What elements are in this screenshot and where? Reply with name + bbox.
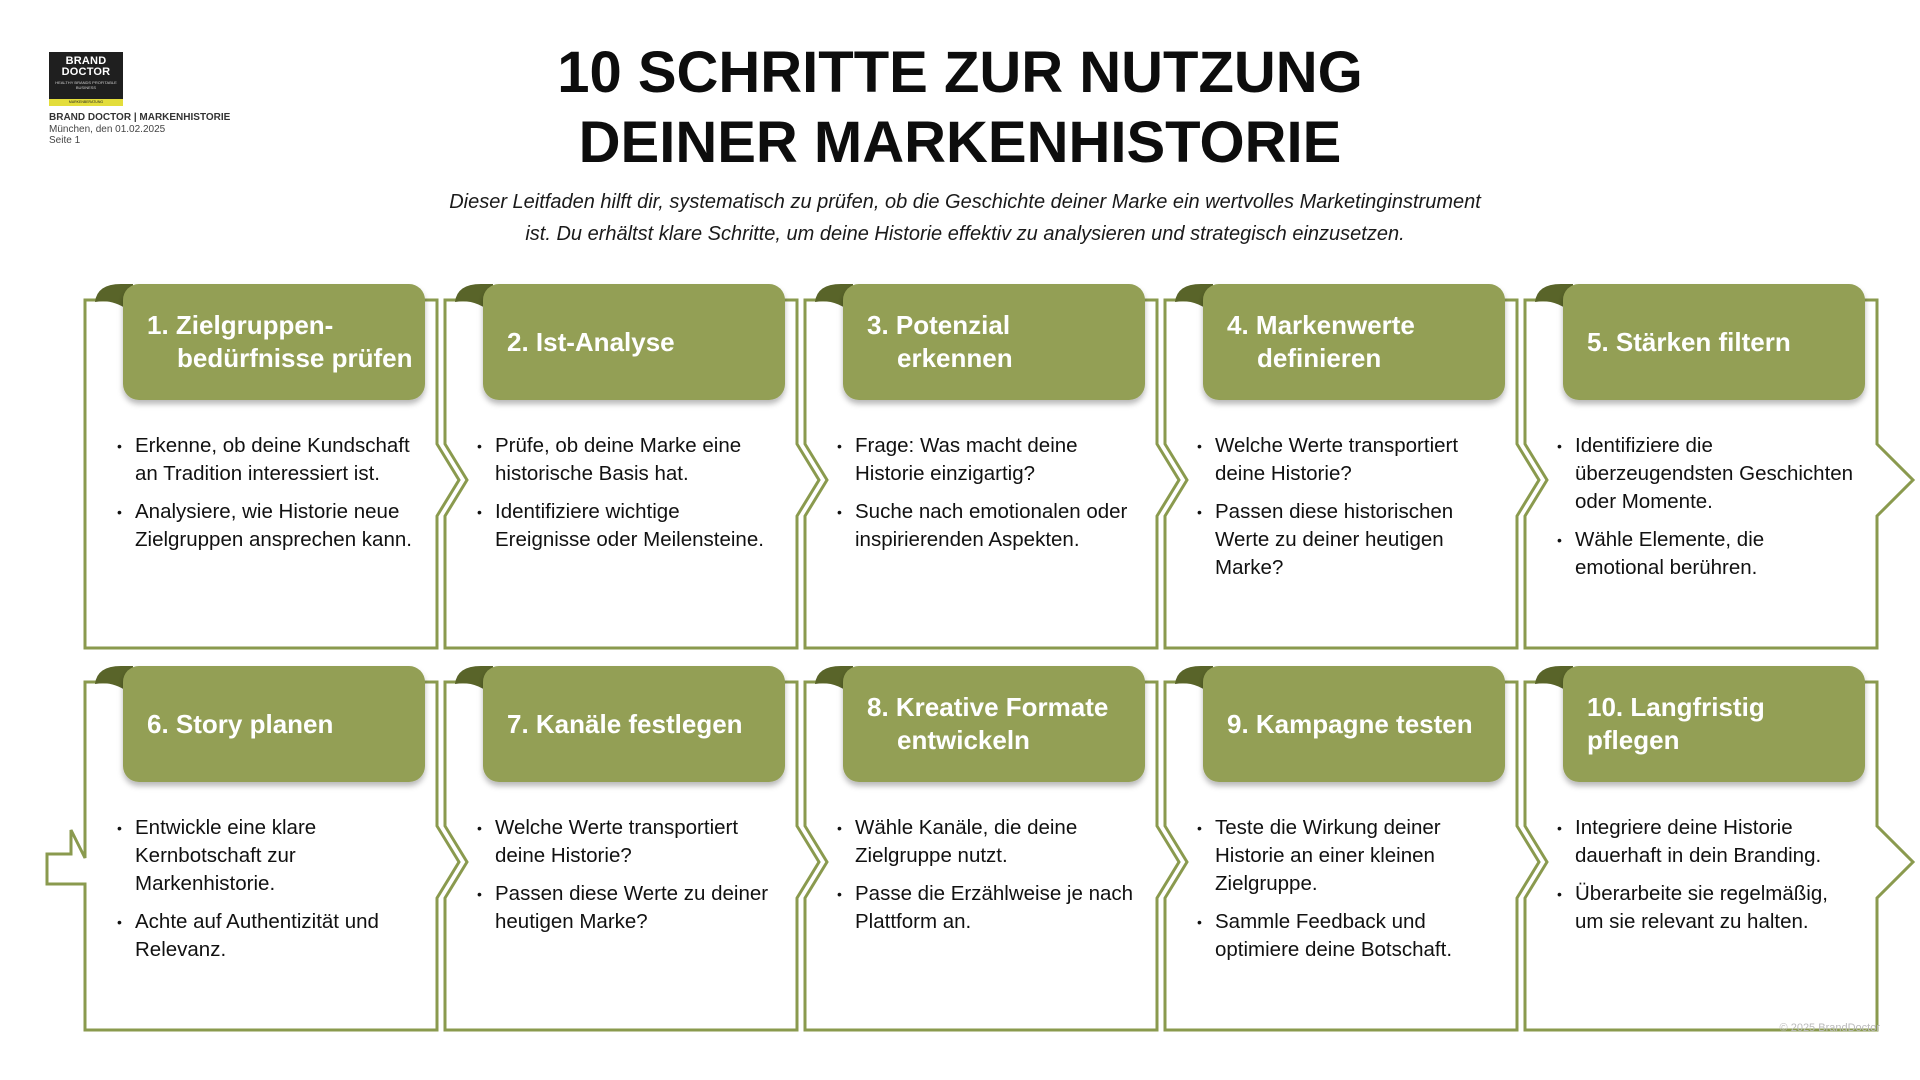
step-5-bullet: • Wähle Elemente, die emotional berühren. <box>1555 526 1855 582</box>
step-6-title <box>123 666 425 782</box>
step-5-bullet: • Identifiziere die überzeugendsten Geschichten oder Momente. <box>1555 432 1855 516</box>
page-title-line-1: 10 SCHRITTE ZUR NUTZUNG <box>557 40 1363 105</box>
header-brand-line: BRAND DOCTOR | MARKENHISTORIE <box>49 112 231 123</box>
step-3-title-line: 3. Potenzial <box>867 310 1011 340</box>
page-subtitle-line-1: Dieser Leitfaden hilft dir, systematisch zu prüfen, ob die Geschichte deiner Marke ein wertvolles Marketinginstrument <box>449 191 1481 213</box>
step-7-bullet: • Passen diese Werte zu deiner heutigen Marke? <box>475 880 775 936</box>
step-1-title-line: 1. Zielgruppen- <box>147 310 334 340</box>
step-7-title <box>483 666 785 782</box>
page-subtitle-line-2: ist. Du erhältst klare Schritte, um deine Historie effektiv zu analysieren und strategisch einzusetzen. <box>525 223 1405 245</box>
step-10-bullet: • Überarbeite sie regelmäßig, um sie relevant zu halten. <box>1555 880 1855 936</box>
step-10-title-line: 10. Langfristig pflegen <box>1587 692 1765 755</box>
step-10-content <box>1531 814 1861 1024</box>
logo-stripe: MARKENBERATUNG <box>49 99 123 106</box>
step-5-title-line: 5. Stärken filtern <box>1587 326 1791 357</box>
step-4-title-line: 4. Markenwerte <box>1227 310 1415 340</box>
step-9-bullet: • Sammle Feedback und optimiere deine Botschaft. <box>1195 908 1495 964</box>
step-4-bullet: • Passen diese historischen Werte zu deiner heutigen Marke? <box>1195 498 1495 582</box>
step-1-title <box>123 284 425 400</box>
step-10-bullet: • Integriere deine Historie dauerhaft in dein Branding. <box>1555 814 1855 870</box>
step-9-bullet: • Teste die Wirkung deiner Historie an einer kleinen Zielgruppe. <box>1195 814 1495 898</box>
step-8-bullet-list <box>835 814 1135 936</box>
step-3-title <box>843 284 1145 400</box>
header-page-line: Seite 1 <box>49 135 81 146</box>
step-2-title <box>483 284 785 400</box>
step-5-title <box>1563 284 1865 400</box>
step-2-bullet: • Identifiziere wichtige Ereignisse oder Meilensteine. <box>475 498 775 554</box>
logo-word-2: DOCTOR <box>61 66 111 78</box>
step-2-content <box>451 432 781 642</box>
step-7-bullet: • Welche Werte transportiert deine Historie? <box>475 814 775 870</box>
step-2-bullet-list <box>475 432 775 554</box>
step-1-title-line: bedürfnisse prüfen <box>177 343 413 373</box>
step-7-content <box>451 814 781 1024</box>
step-1-bullet: • Analysiere, wie Historie neue Zielgruppen ansprechen kann. <box>115 498 415 554</box>
step-7-bullet-list <box>475 814 775 936</box>
step-6-bullet: • Entwickle eine klare Kernbotschaft zur Markenhistorie. <box>115 814 415 898</box>
step-10-bullet-list <box>1555 814 1855 936</box>
step-3-content <box>811 432 1141 642</box>
step-5-bullet-list <box>1555 432 1855 582</box>
step-6-content <box>91 814 421 1024</box>
step-10-title <box>1563 666 1865 782</box>
step-4-bullet: • Welche Werte transportiert deine Historie? <box>1195 432 1495 488</box>
step-7-title-line: 7. Kanäle festlegen <box>507 708 743 739</box>
step-3-bullet: • Suche nach emotionalen oder inspirierenden Aspekten. <box>835 498 1135 554</box>
step-6-bullet: • Achte auf Authentizität und Relevanz. <box>115 908 415 964</box>
step-3-bullet-list <box>835 432 1135 554</box>
step-6-title-line: 6. Story planen <box>147 708 334 739</box>
step-9-title-line: 9. Kampagne testen <box>1227 708 1473 739</box>
step-2-title-line: 2. Ist-Analyse <box>507 326 675 357</box>
copyright-footer: © 2025 BrandDoctor <box>1779 1022 1880 1034</box>
step-9-bullet-list <box>1195 814 1495 964</box>
step-1-bullet: • Erkenne, ob deine Kundschaft an Tradition interessiert ist. <box>115 432 415 488</box>
step-9-content <box>1171 814 1501 1024</box>
step-8-bullet: • Wähle Kanäle, die deine Zielgruppe nutzt. <box>835 814 1135 870</box>
step-2-bullet: • Prüfe, ob deine Marke eine historische Basis hat. <box>475 432 775 488</box>
page-title-line-2: DEINER MARKENHISTORIE <box>578 110 1342 175</box>
step-3-bullet: • Frage: Was macht deine Historie einzigartig? <box>835 432 1135 488</box>
step-6-bullet-list <box>115 814 415 964</box>
step-3-title-line: erkennen <box>897 343 1013 373</box>
step-4-title-line: definieren <box>1257 343 1382 373</box>
step-1-content <box>91 432 421 642</box>
step-4-content <box>1171 432 1501 642</box>
logo-word-1: BRAND <box>65 55 107 67</box>
step-8-title <box>843 666 1145 782</box>
step-8-content <box>811 814 1141 1024</box>
step-5-content <box>1531 432 1861 642</box>
step-8-bullet: • Passe die Erzählweise je nach Plattform an. <box>835 880 1135 936</box>
step-9-title <box>1203 666 1505 782</box>
step-4-bullet-list <box>1195 432 1495 582</box>
logo-tagline: HEALTHY BRANDS PROFITABLE BUSINESS <box>55 80 117 90</box>
step-1-bullet-list <box>115 432 415 554</box>
step-8-title-line: entwickeln <box>897 725 1030 755</box>
header-date-line: München, den 01.02.2025 <box>49 124 166 135</box>
step-8-title-line: 8. Kreative Formate <box>867 692 1109 722</box>
step-4-title <box>1203 284 1505 400</box>
